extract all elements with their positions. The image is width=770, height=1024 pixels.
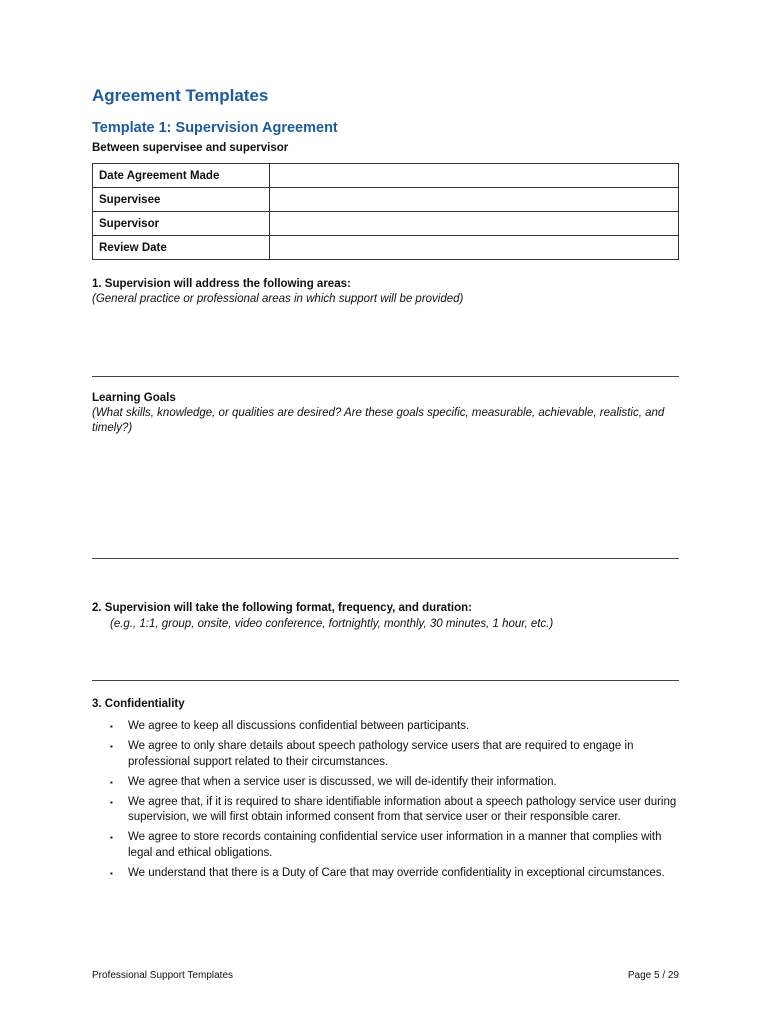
list-item-text: We agree to store records containing confidential service user information in a manner that complies with legal and ethical obligations.	[128, 831, 662, 859]
list-item	[110, 775, 680, 791]
section-1-title: 1. Supervision will address the following areas:	[92, 278, 351, 290]
learning-goals-answer-line	[92, 558, 679, 559]
section-1-answer-line	[92, 376, 679, 377]
table-row	[93, 188, 679, 212]
list-item-text: We agree to keep all discussions confidential between participants.	[128, 720, 470, 732]
section-2-title: 2. Supervision will take the following format, frequency, and duration:	[92, 602, 472, 614]
template-title: Template 1: Supervision Agreement	[92, 120, 338, 136]
review-date-field[interactable]	[270, 236, 679, 260]
table-label: Supervisor	[93, 212, 270, 236]
bullet-icon: ▪	[110, 797, 113, 807]
bullet-icon: ▪	[110, 833, 113, 842]
table-label: Supervisee	[93, 188, 270, 212]
table-label: Date Agreement Made	[93, 164, 270, 188]
list-item-text: We agree that, if it is required to share identifiable information about a speech pathology service user during supervision, we will first obtain informed consent from that service user or their responsible carer.	[128, 795, 677, 823]
learning-goals-note: (What skills, knowledge, or qualities are desired? Are these goals specific, measurable, achievable, realistic, and timely?)	[92, 407, 665, 434]
section-3-title: 3. Confidentiality	[92, 698, 185, 710]
footer-document-title: Professional Support Templates	[92, 970, 234, 981]
list-item-text: We understand that there is a Duty of Care that may override confidentiality in exceptional circumstances.	[128, 866, 665, 879]
date-agreement-made-field[interactable]	[270, 164, 679, 188]
bullet-icon: ▪	[110, 722, 113, 731]
supervisor-field[interactable]	[270, 212, 679, 236]
list-item	[110, 795, 680, 826]
list-item	[110, 830, 680, 861]
bullet-icon: ▪	[110, 777, 113, 787]
table-row	[93, 236, 679, 260]
list-item-text: We agree that when a service user is discussed, we will de-identify their information.	[128, 775, 557, 788]
table-row	[93, 212, 679, 236]
learning-goals-title: Learning Goals	[92, 392, 176, 404]
list-item	[110, 739, 680, 770]
list-item	[110, 719, 680, 735]
list-item	[110, 866, 680, 882]
bullet-icon: ▪	[110, 868, 113, 878]
list-item-text: We agree to only share details about speech pathology service users that are required to engage in professional support related to their circumstances.	[128, 740, 634, 768]
section-1-note: (General practice or professional areas in which support will be provided)	[92, 293, 464, 305]
page-heading: Agreement Templates	[92, 86, 269, 105]
agreement-info-table	[92, 163, 679, 260]
supervisee-field[interactable]	[270, 188, 679, 212]
bullet-icon: ▪	[110, 742, 113, 751]
section-2-answer-line	[92, 680, 679, 681]
footer-page-number: Page 5 / 29	[627, 970, 679, 981]
section-2-note: (e.g., 1:1, group, onsite, video conference, fortnightly, monthly, 30 minutes, 1 hour, etc.)	[110, 618, 554, 630]
template-subtitle: Between supervisee and supervisor	[92, 142, 289, 154]
table-label: Review Date	[93, 236, 270, 260]
table-row	[93, 164, 679, 188]
confidentiality-list	[110, 719, 680, 886]
